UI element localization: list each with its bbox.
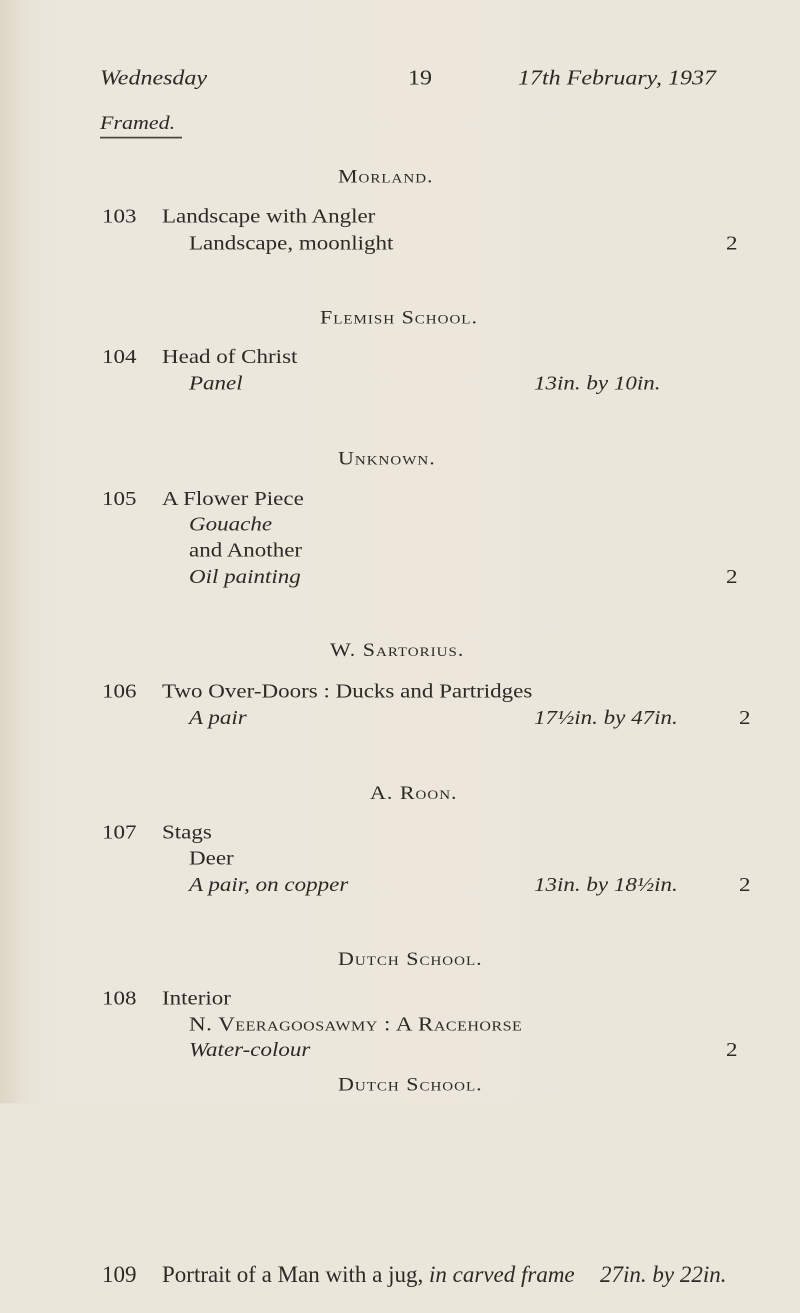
school-heading: Flemish School. (320, 306, 478, 328)
lot-number: 104 (102, 345, 137, 368)
school-heading: W. Sartorius. (330, 638, 465, 661)
lot-title: Two Over-Doors : Ducks and Partridges (162, 680, 533, 702)
lot-description: Landscape, moonlight (189, 232, 394, 254)
lot-quantity: 2 (726, 232, 738, 254)
lot-number: 109 (102, 1262, 137, 1287)
lot-title-italic: in carved frame (429, 1262, 575, 1287)
lot-medium: A pair, on copper (189, 873, 349, 896)
school-heading: Unknown. (338, 447, 436, 469)
lot-medium: A pair (189, 706, 247, 729)
lot-number: 103 (102, 205, 137, 228)
header-day: Wednesday (100, 67, 208, 90)
lot-title: Stags (162, 821, 212, 843)
lot-dimensions: 13in. by 18½in. (534, 873, 678, 896)
lot-dimensions: 27in. by 22in. (600, 1262, 727, 1287)
lot-description: and Another (189, 539, 303, 561)
school-heading: Dutch School. (338, 1073, 483, 1095)
lot-title: Head of Christ (162, 345, 298, 368)
header-date: 17th February, 1937 (518, 67, 716, 90)
lot-quantity: 2 (726, 1038, 738, 1061)
lot-medium: Water-colour (189, 1038, 311, 1061)
school-heading: A. Roon. (370, 781, 458, 804)
school-heading: Dutch School. (338, 947, 483, 970)
school-heading: Morland. (338, 165, 434, 187)
section-label: Framed. (100, 111, 176, 134)
lot-quantity: 2 (739, 706, 751, 729)
lot-title (162, 1262, 575, 1288)
lot-title: A Flower Piece (162, 487, 304, 510)
lot-number: 105 (102, 487, 137, 510)
lot-medium: Gouache (189, 513, 273, 535)
lot-dimensions: 17½in. by 47in. (534, 706, 678, 729)
lot-title: Landscape with Angler (162, 205, 376, 228)
lot-description: Deer (189, 847, 234, 869)
section-underline (100, 137, 182, 139)
lot-number: 108 (102, 987, 137, 1009)
page-number: 19 (408, 67, 432, 90)
lot-title: Interior (162, 987, 231, 1009)
lot-number: 107 (102, 821, 137, 843)
lot-number: 106 (102, 680, 137, 702)
lot-description: N. Veeragoosawmy : A Racehorse (189, 1013, 523, 1035)
lot-medium: Panel (189, 372, 243, 394)
lot-quantity: 2 (739, 873, 751, 896)
lot-quantity: 2 (726, 565, 738, 588)
lot-dimensions: 13in. by 10in. (534, 372, 661, 394)
lot-medium: Oil painting (189, 565, 301, 588)
lot-title-plain: Portrait of a Man with a jug, (162, 1262, 424, 1287)
